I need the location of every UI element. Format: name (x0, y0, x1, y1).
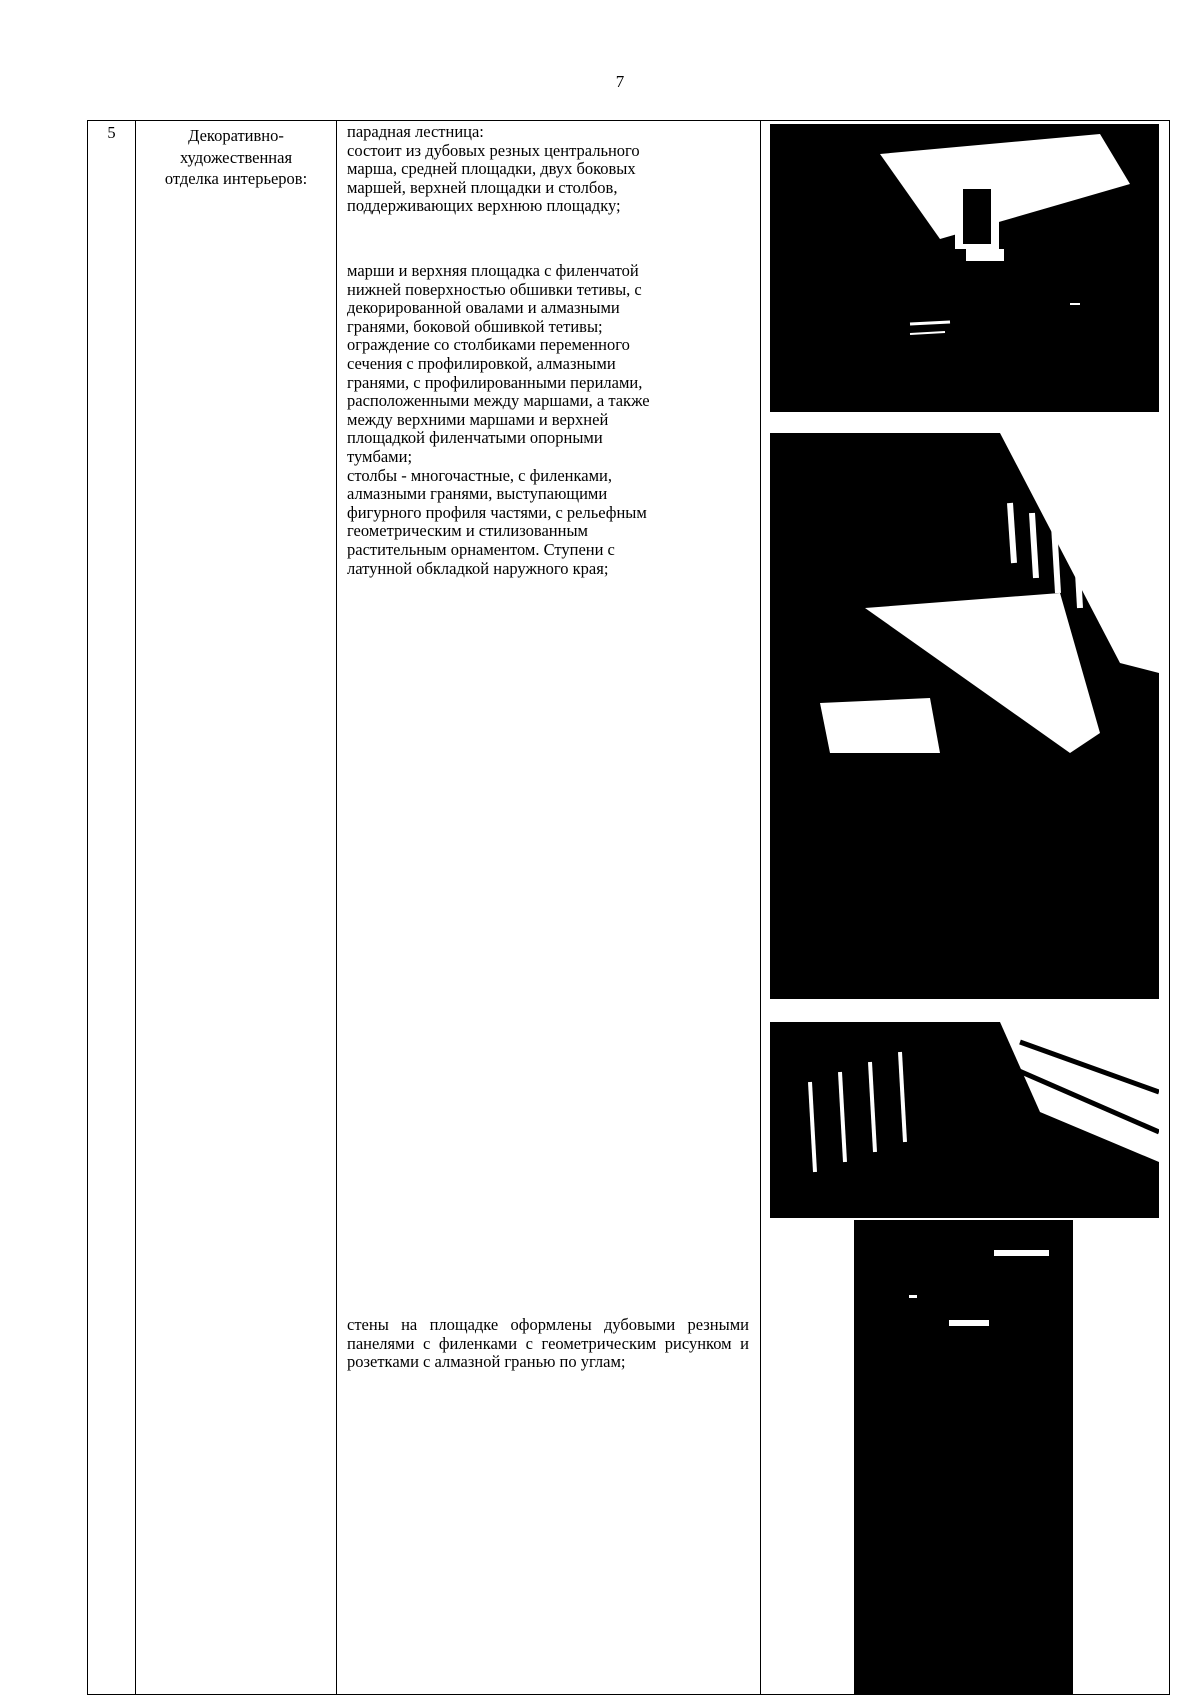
description-line: сечения с профилировкой, алмазными (347, 353, 616, 373)
description-line: ограждение со столбиками переменного (347, 335, 630, 355)
staircase-photo (770, 124, 1159, 412)
row-number: 5 (107, 123, 116, 142)
element-name (136, 121, 336, 189)
row-number-cell (88, 121, 136, 1695)
description-content (337, 121, 760, 1694)
description-wall-panels (347, 1316, 749, 1372)
heritage-description-table (87, 120, 1170, 1695)
staircase-photo (770, 1022, 1159, 1218)
description-flights (347, 262, 749, 578)
table-row (88, 121, 1170, 1695)
page-number: 7 (615, 72, 625, 91)
description-line: маршей, верхней площадки и столбов, (347, 177, 618, 197)
wall-panel-photo (854, 1220, 1073, 1695)
description-line: растительным орнаментом. Ступени с (347, 539, 615, 559)
element-name-line: художественная (179, 147, 293, 167)
description-line: нижней поверхностью обшивки тетивы, с (347, 279, 642, 299)
description-line: алмазными гранями, выступающими (347, 484, 608, 504)
description-line: марша, средней площадки, двух боковых (347, 159, 636, 179)
element-name-line: отделка интерьеров: (164, 169, 308, 189)
element-name-line: Декоративно- (188, 126, 284, 145)
description-line: латунной обкладкой наружного края; (347, 558, 609, 578)
description-line: площадкой филенчатыми опорными (347, 428, 603, 448)
element-name-cell (136, 121, 337, 1695)
description-line: гранями, боковой обшивкой тетивы; (347, 316, 603, 336)
description-line: между верхними маршами и верхней (347, 409, 609, 429)
description-line: парадная лестница: (347, 122, 484, 141)
description-paragraph: стены на площадке оформлены дубовыми резными панелями с филенками с геометрическим рисунком и розетками с алмазной гранью по углам; (347, 1315, 749, 1372)
staircase-photo (770, 433, 1159, 999)
description-cell (337, 121, 761, 1695)
description-line: расположенными между маршами, а также (347, 391, 650, 411)
photo-cell (761, 121, 1170, 1695)
description-line: геометрическим и стилизованным (347, 521, 588, 541)
description-staircase (347, 123, 749, 216)
description-line: поддерживающих верхнюю площадку; (347, 196, 621, 216)
description-line: гранями, с профилированными перилами, (347, 372, 643, 392)
description-line: марши и верхняя площадка с филенчатой (347, 261, 639, 280)
description-line: декорированной овалами и алмазными (347, 298, 620, 318)
description-line: фигурного профиля частями, с рельефным (347, 502, 647, 522)
description-line: тумбами; (347, 446, 413, 466)
description-line: столбы - многочастные, с филенками, (347, 465, 612, 485)
description-line: состоит из дубовых резных центрального (347, 140, 640, 160)
